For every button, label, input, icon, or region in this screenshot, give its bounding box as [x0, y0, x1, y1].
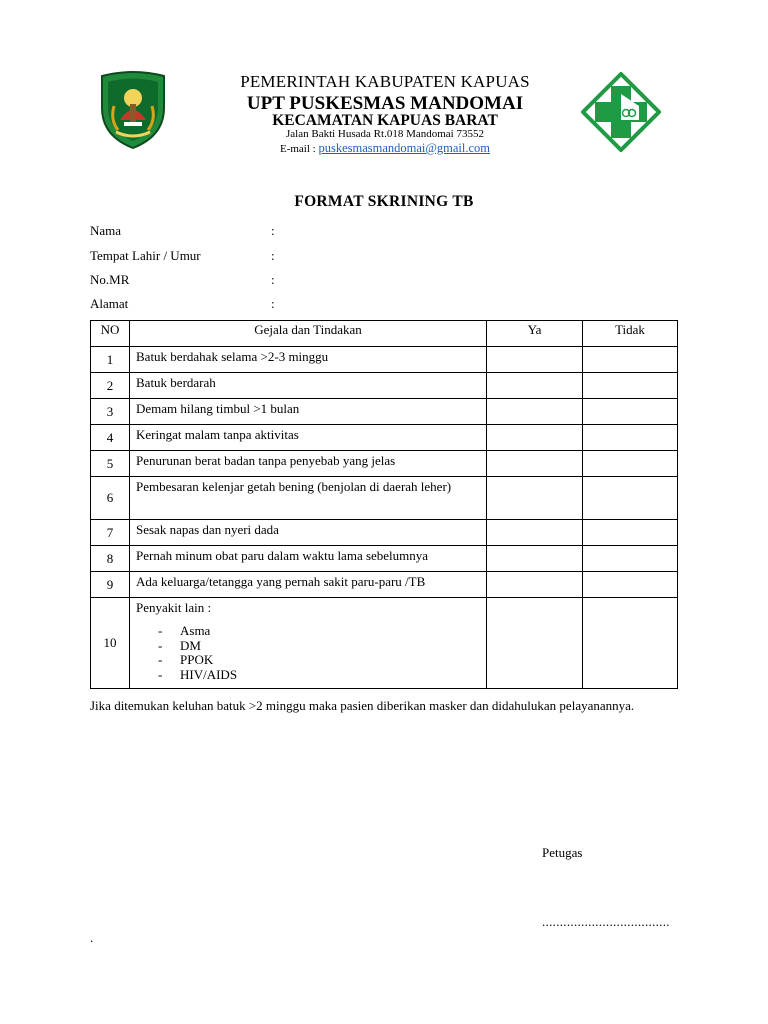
header-no: NO — [91, 321, 130, 347]
row-number: 7 — [91, 520, 130, 546]
list-item: - HIV/AIDS — [158, 666, 238, 682]
email-link[interactable]: puskesmasmandomai@gmail.com — [318, 141, 491, 155]
tidak-cell[interactable] — [583, 572, 678, 598]
field-label: Nama — [90, 223, 122, 238]
ya-cell[interactable] — [487, 520, 583, 546]
puskesmas-logo — [581, 72, 661, 152]
header-government: PEMERINTAH KABUPATEN KAPUAS — [240, 72, 530, 91]
row-number: 3 — [91, 399, 130, 425]
list-item: - Asma — [158, 623, 211, 638]
table-row — [91, 520, 678, 546]
row-number: 5 — [91, 451, 130, 477]
row-number: 8 — [91, 546, 130, 572]
list-item: - PPOK — [158, 652, 214, 667]
row-symptom: Ada keluarga/tetangga yang pernah sakit paru-paru /TB — [130, 572, 487, 598]
row-number: 9 — [91, 572, 130, 598]
ya-cell[interactable] — [487, 598, 583, 689]
field-colon: : — [271, 223, 275, 238]
row-symptom: Pernah minum obat paru dalam waktu lama sebelumnya — [130, 546, 487, 572]
row-symptom: Penurunan berat badan tanpa penyebab yang jelas — [130, 451, 487, 477]
row-number: 10 — [91, 598, 130, 689]
other-diseases-cell — [130, 598, 487, 689]
table-row — [91, 572, 678, 598]
field-label: Alamat — [90, 296, 129, 311]
field-no-mr — [90, 272, 275, 288]
other-diseases-list — [158, 624, 480, 682]
row-number: 1 — [91, 347, 130, 373]
footer-dot: . — [90, 930, 94, 945]
tidak-cell[interactable] — [583, 477, 678, 520]
table-header-row — [91, 321, 678, 347]
row-number: 2 — [91, 373, 130, 399]
tidak-cell[interactable] — [583, 347, 678, 373]
row-number: 4 — [91, 425, 130, 451]
row-symptom: Pembesaran kelenjar getah bening (benjolan di daerah leher) — [130, 477, 487, 520]
header-institution: UPT PUSKESMAS MANDOMAI — [246, 93, 524, 114]
field-alamat — [90, 296, 275, 312]
tidak-cell[interactable] — [583, 546, 678, 572]
field-colon: : — [271, 272, 275, 287]
list-item: - DM — [158, 637, 201, 653]
field-tempat-lahir-umur — [90, 248, 275, 264]
header-district: KECAMATAN KAPUAS BARAT — [272, 112, 498, 129]
kabupaten-kapuas-emblem — [96, 70, 170, 150]
table-row-other-diseases — [91, 598, 678, 689]
tidak-cell[interactable] — [583, 598, 678, 689]
field-nama — [90, 223, 275, 239]
document-title: FORMAT SKRINING TB — [294, 193, 474, 210]
row-symptom: Demam hilang timbul >1 bulan — [130, 399, 487, 425]
tidak-cell[interactable] — [583, 399, 678, 425]
ya-cell[interactable] — [487, 347, 583, 373]
tidak-cell[interactable] — [583, 451, 678, 477]
ya-cell[interactable] — [487, 399, 583, 425]
ya-cell[interactable] — [487, 477, 583, 520]
row-symptom: Keringat malam tanpa aktivitas — [130, 425, 487, 451]
field-label: Tempat Lahir / Umur — [90, 248, 201, 263]
row-symptom: Batuk berdarah — [130, 373, 487, 399]
header-gejala: Gejala dan Tindakan — [130, 321, 487, 347]
table-row — [91, 373, 678, 399]
tidak-cell[interactable] — [583, 373, 678, 399]
ya-cell[interactable] — [487, 572, 583, 598]
tidak-cell[interactable] — [583, 520, 678, 546]
field-colon: : — [271, 248, 275, 263]
ya-cell[interactable] — [487, 425, 583, 451]
signature-label: Petugas — [542, 845, 583, 860]
row-number: 6 — [91, 477, 130, 520]
header-email-line — [180, 141, 590, 156]
header-tidak: Tidak — [583, 321, 678, 347]
field-label: No.MR — [90, 272, 130, 287]
instruction-note: Jika ditemukan keluhan batuk >2 minggu maka pasien diberikan masker dan didahulukan pelayanannya. — [90, 698, 635, 713]
table-row — [91, 347, 678, 373]
ya-cell[interactable] — [487, 373, 583, 399]
email-label: E-mail : — [279, 143, 319, 155]
header-ya: Ya — [487, 321, 583, 347]
row-symptom: Batuk berdahak selama >2-3 minggu — [130, 347, 487, 373]
table-row — [91, 546, 678, 572]
tidak-cell[interactable] — [583, 425, 678, 451]
table-row — [91, 477, 678, 520]
ya-cell[interactable] — [487, 451, 583, 477]
header-address: Jalan Bakti Husada Rt.018 Mandomai 73552 — [286, 128, 484, 140]
table-row — [91, 425, 678, 451]
field-colon: : — [271, 296, 275, 311]
table-row — [91, 399, 678, 425]
signature-line: .................................... — [542, 914, 670, 929]
table-row — [91, 451, 678, 477]
other-diseases-label: Penyakit lain : — [136, 600, 212, 615]
ya-cell[interactable] — [487, 546, 583, 572]
screening-table — [90, 320, 678, 689]
row-symptom: Sesak napas dan nyeri dada — [130, 520, 487, 546]
